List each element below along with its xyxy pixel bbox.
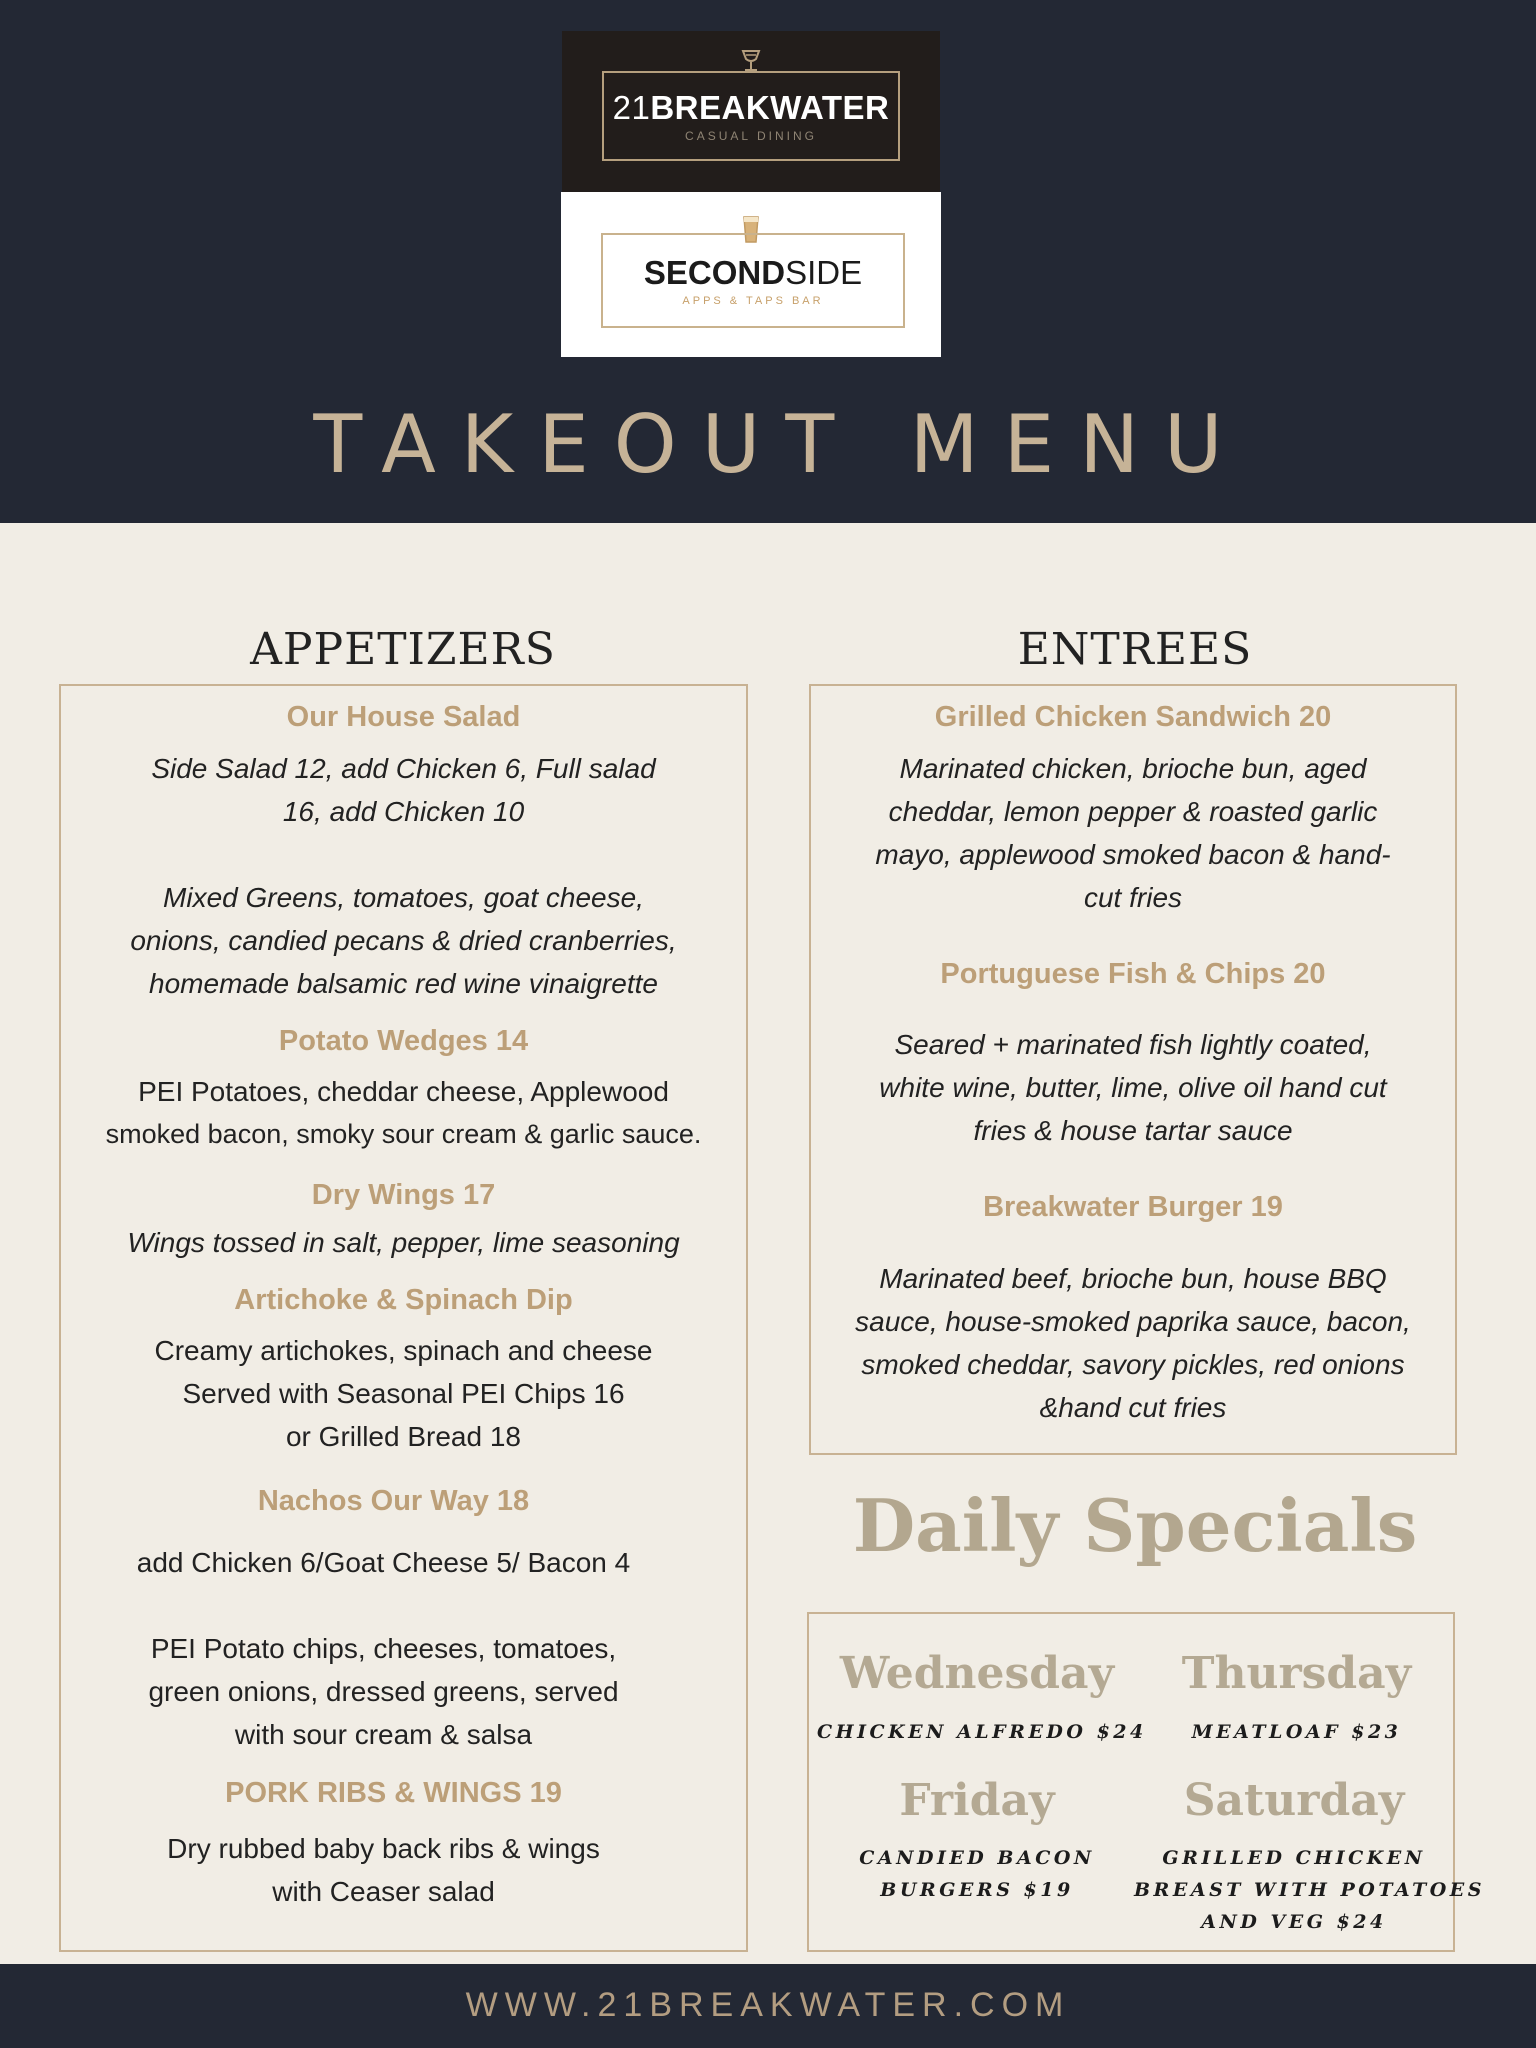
- appetizer-item-desc: Dry rubbed baby back ribs & wings with Ceaser salad: [167, 1833, 600, 1907]
- appetizer-item-title: Our House Salad: [286, 701, 521, 733]
- entree-item-desc: Marinated chicken, brioche bun, aged cheddar, lemon pepper & roasted garlic mayo, applewood smoked bacon & hand- cut fries: [875, 753, 1391, 913]
- appetizer-item-desc: Creamy artichokes, spinach and cheese Served with Seasonal PEI Chips 16 or Grilled Bread 18: [154, 1335, 653, 1452]
- entrees-box: [809, 684, 1457, 1455]
- special-day-friday: Friday: [899, 1775, 1055, 1826]
- breakwater-logo-frame: [602, 71, 900, 161]
- special-day-saturday: Saturday: [1183, 1775, 1405, 1826]
- special-dish-thursday: MEATLOAF $23: [1191, 1721, 1402, 1743]
- breakwater-logo-tagline: CASUAL DINING: [685, 129, 817, 143]
- appetizer-item-desc: add Chicken 6/Goat Cheese 5/ Bacon 4 PEI Potato chips, cheeses, tomatoes, green onions, dressed greens, served with sour cream & salsa: [136, 1547, 631, 1750]
- second-side-logo: [561, 192, 941, 357]
- appetizers-box: [59, 684, 748, 1952]
- appetizer-item-desc: Side Salad 12, add Chicken 6, Full salad 16, add Chicken 10 Mixed Greens, tomatoes, goat cheese, onions, candied pecans & dried cranberries, homemade balsamic red wine vinaigrette: [130, 753, 677, 999]
- appetizer-item-desc: PEI Potatoes, cheddar cheese, Applewood smoked bacon, smoky sour cream & garlic sauce.: [105, 1076, 702, 1149]
- second-side-logo-tagline: APPS & TAPS BAR: [682, 295, 824, 307]
- entree-item-title: Breakwater Burger 19: [983, 1191, 1283, 1223]
- special-dish-friday: CANDIED BACON BURGERS $19: [859, 1847, 1095, 1901]
- special-day-thursday: Thursday: [1181, 1648, 1412, 1699]
- footer-banner: [0, 1964, 1536, 2048]
- header-banner: [0, 0, 1536, 523]
- second-side-logo-frame: [601, 233, 905, 328]
- entree-item-desc: Marinated beef, brioche bun, house BBQ sauce, house-smoked paprika sauce, bacon, smoked cheddar, savory pickles, red onions &hand cut fries: [855, 1263, 1411, 1423]
- appetizer-item-desc: Wings tossed in salt, pepper, lime seasoning: [127, 1227, 680, 1258]
- website-url: WWW.21BREAKWATER.COM: [465, 1986, 1071, 2024]
- appetizer-item-title: PORK RIBS & WINGS 19: [225, 1777, 562, 1809]
- appetizer-item-title: Nachos Our Way 18: [257, 1485, 530, 1517]
- second-side-logo-name: SECONDSIDE: [643, 254, 863, 291]
- entree-item-desc: Seared + marinated fish lightly coated, white wine, butter, lime, olive oil hand cut fries & house tartar sauce: [879, 1029, 1387, 1146]
- wine-glass-icon: [740, 49, 762, 73]
- appetizer-item-title: Dry Wings 17: [311, 1179, 496, 1211]
- special-day-wednesday: Wednesday: [839, 1648, 1115, 1699]
- daily-specials-heading: Daily Specials: [852, 1483, 1418, 1568]
- entree-item-title: Grilled Chicken Sandwich 20: [934, 701, 1332, 733]
- breakwater-logo: [562, 31, 940, 192]
- entree-item-title: Portuguese Fish & Chips 20: [940, 958, 1326, 990]
- appetizer-item-title: Potato Wedges 14: [278, 1025, 529, 1057]
- breakwater-logo-name: 21BREAKWATER: [612, 89, 890, 126]
- appetizers-heading: APPETIZERS: [250, 624, 556, 675]
- page-title: TAKEOUT MENU: [313, 398, 1248, 491]
- daily-specials-box: [807, 1612, 1486, 1952]
- appetizer-item-title: Artichoke & Spinach Dip: [234, 1284, 573, 1316]
- entrees-heading: ENTREES: [1017, 624, 1253, 675]
- special-dish-wednesday: CHICKEN ALFREDO $24: [817, 1721, 1147, 1743]
- special-dish-saturday: GRILLED CHICKEN BREAST WITH POTATOES AND VEG $24: [1134, 1847, 1486, 1933]
